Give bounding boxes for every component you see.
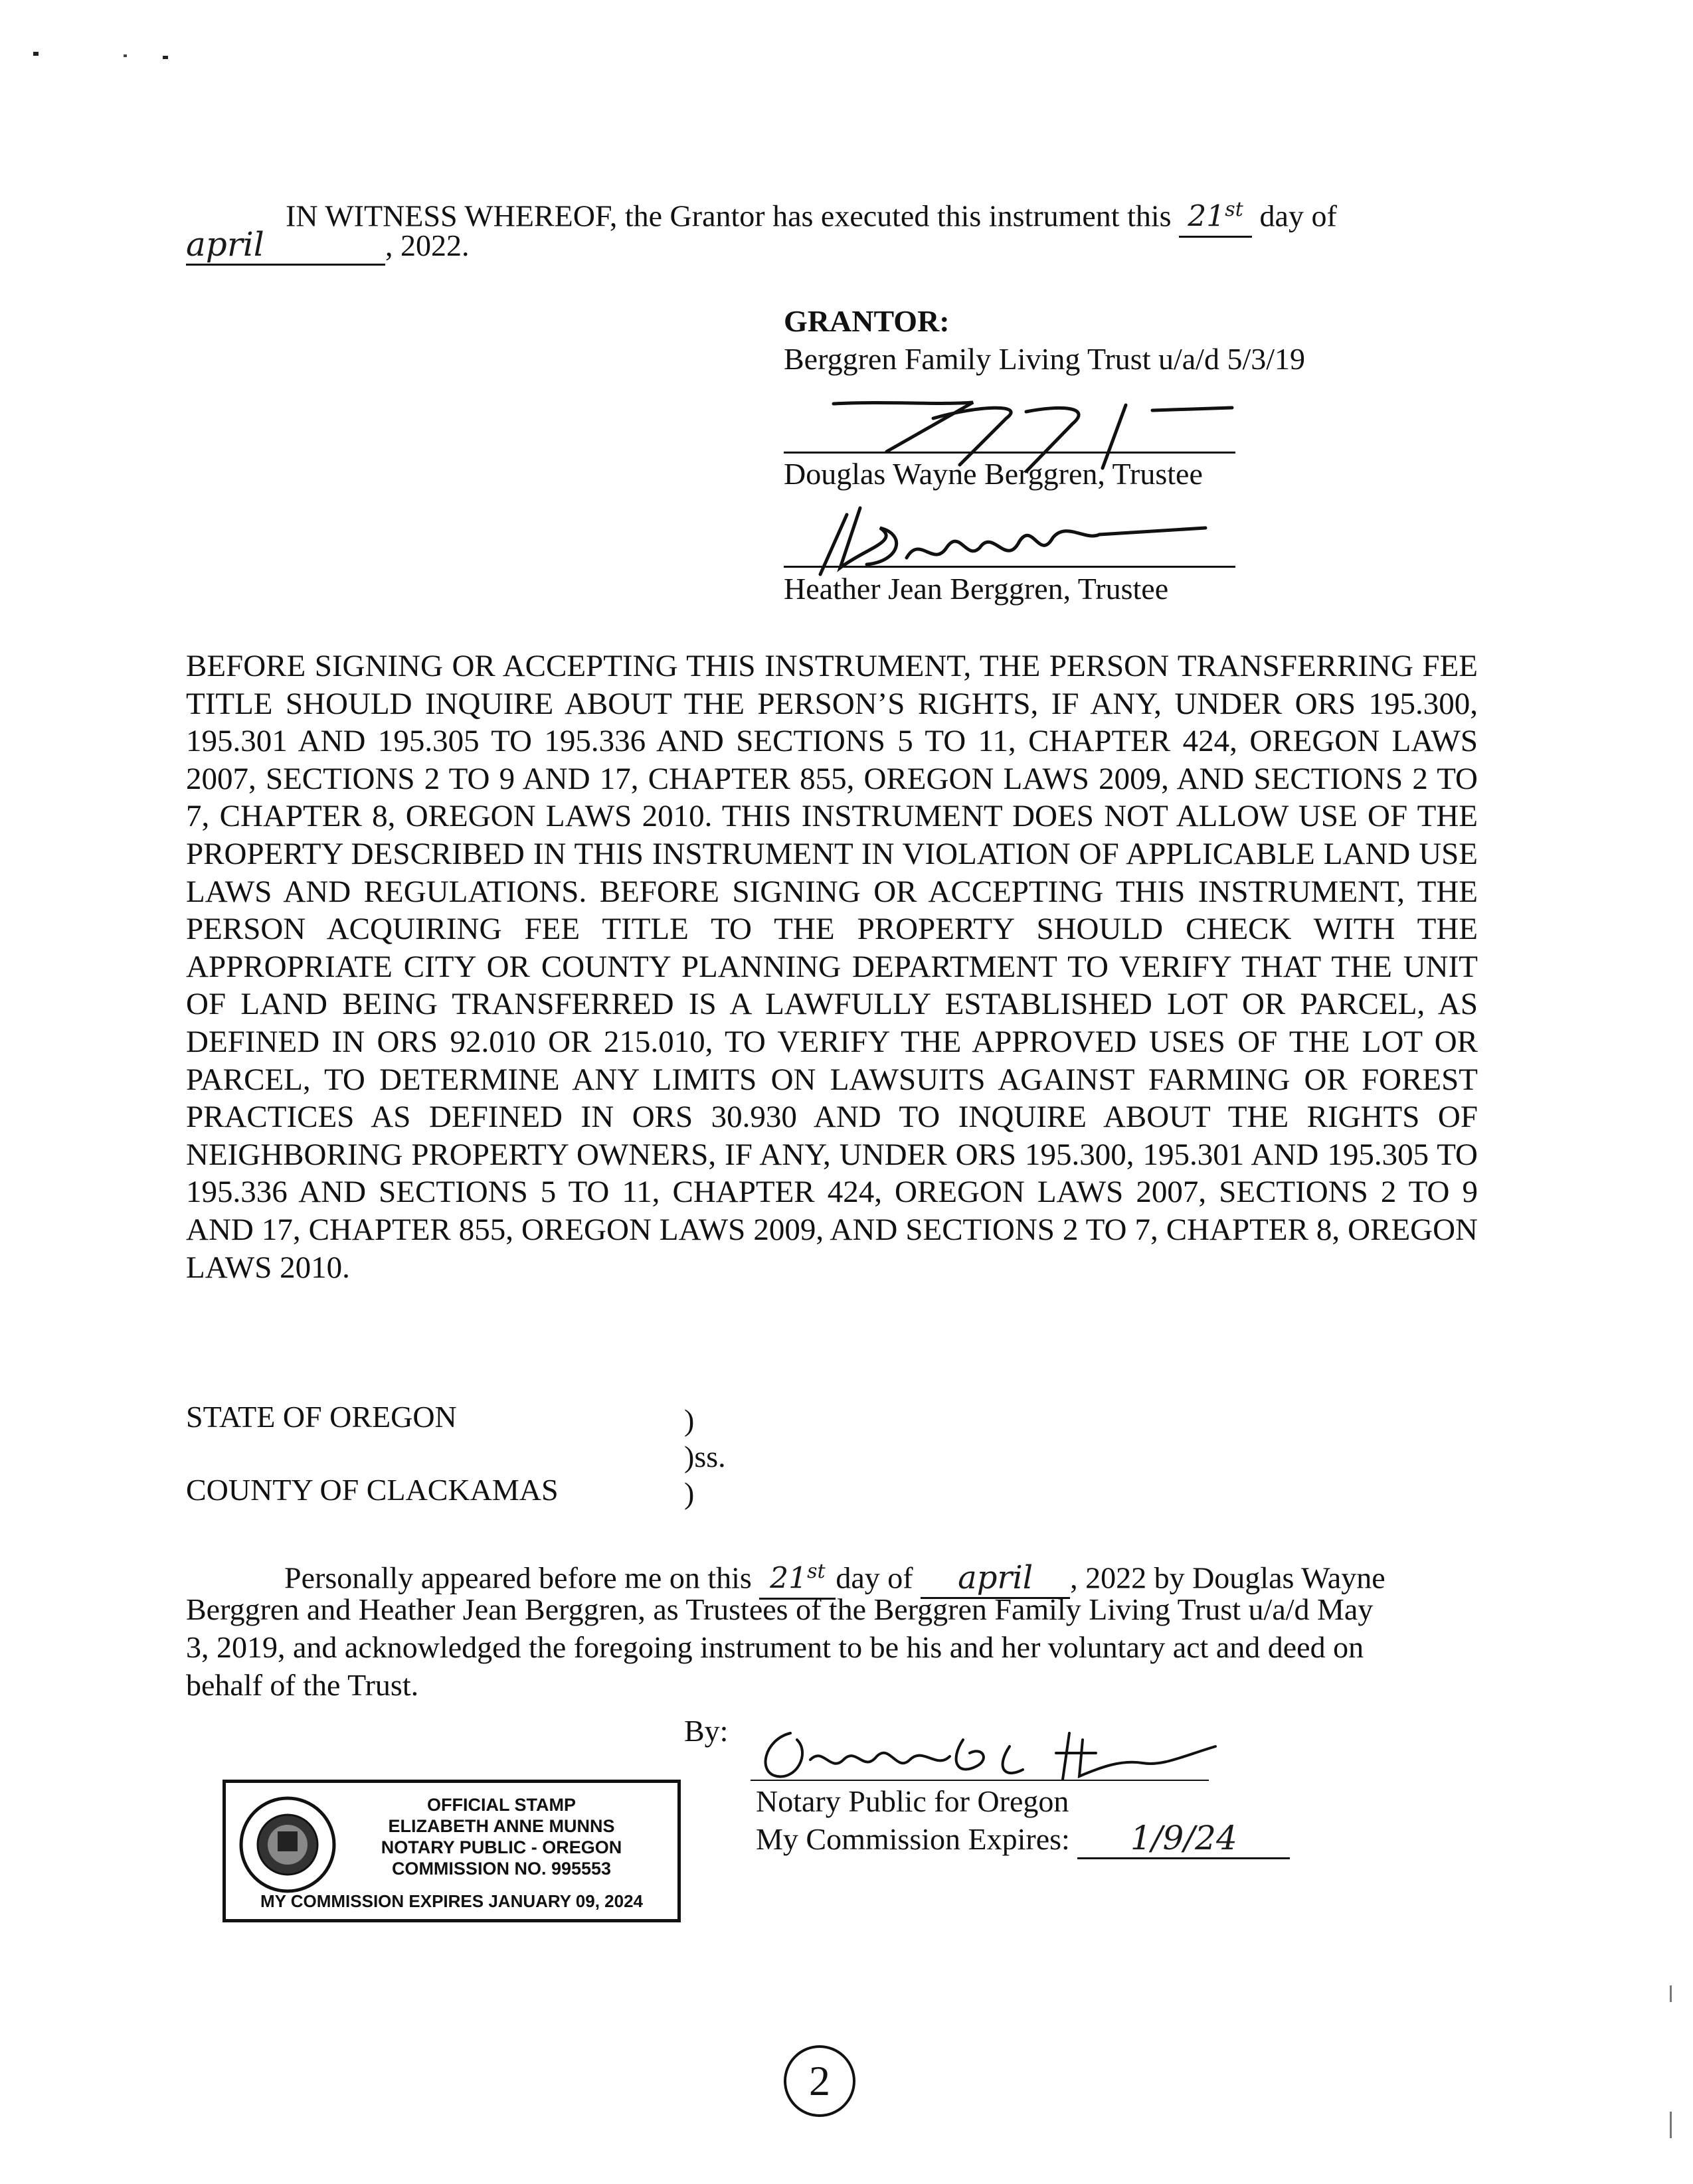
venue-state: STATE OF OREGON [186, 1400, 457, 1434]
notary-commission-date: 1/9/24 [1130, 1819, 1237, 1857]
signer-name-douglas: Douglas Wayne Berggren, Trustee [784, 457, 1203, 491]
scan-speck [163, 56, 168, 59]
signature-line-notary [751, 1780, 1209, 1781]
ack-day-suffix: st [807, 1560, 826, 1583]
notary-by-label: By: [684, 1714, 729, 1748]
ack-after-month: , 2022 by Douglas Wayne [1070, 1560, 1385, 1595]
official-notary-stamp [223, 1780, 681, 1922]
witness-month-blank [186, 226, 385, 266]
witness-day-suffix: st [1225, 198, 1243, 221]
scan-mark [1670, 2112, 1672, 2138]
scan-speck [124, 54, 127, 57]
ack-month: april [958, 1558, 1033, 1596]
venue-ss: )ss. [684, 1440, 726, 1473]
ack-line-4: behalf of the Trust. [186, 1668, 419, 1702]
witness-year: , 2022. [385, 228, 470, 262]
witness-lead: IN WITNESS WHEREOF, the Grantor has executed this instrument this [286, 199, 1172, 233]
ack-lead: Personally appeared before me on this [284, 1560, 752, 1595]
stamp-line-1: OFFICIAL STAMP [427, 1795, 576, 1815]
grantor-heading: GRANTOR: [784, 304, 950, 338]
venue-paren-bottom: ) [684, 1476, 695, 1510]
ack-day: 21 [770, 1561, 808, 1596]
venue-paren-top: ) [684, 1403, 695, 1437]
witness-line-2 [186, 226, 470, 266]
scan-mark [1670, 1985, 1672, 2002]
ack-day-of: day of [836, 1560, 913, 1595]
stamp-line-3: NOTARY PUBLIC - OREGON [381, 1837, 622, 1857]
signer-name-heather: Heather Jean Berggren, Trustee [784, 572, 1169, 606]
notary-commission-row [756, 1819, 1290, 1859]
witness-day-of: day of [1259, 199, 1337, 233]
notary-commission-label: My Commission Expires: [756, 1822, 1070, 1856]
ors-warning-paragraph: BEFORE SIGNING OR ACCEPTING THIS INSTRUMENT, THE PERSON TRANSFERRING FEE TITLE SHOULD INQUIRE ABOUT THE PERSON’S RIGHTS, IF ANY, UNDER ORS 195.300, 195.301 AND 195.305 TO 195.336 AND SECTIONS 5 TO 11, CHAPTER 424, OREGON LAWS 2007, SECTIONS 2 TO 9 AND 17, CHAPTER 855, OREGON LAWS 2009, AND SECTIONS 2 TO 7, CHAPTER 8, OREGON LAWS 2010. THIS INSTRUMENT DOES NOT ALLOW USE OF THE PROPERTY DESCRIBED IN THIS INSTRUMENT IN VIOLATION OF APPLICABLE LAND USE LAWS AND REGULATIONS. BEFORE SIGNING OR ACCEPTING THIS INSTRUMENT, THE PERSON ACQUIRING FEE TITLE TO THE PROPERTY SHOULD CHECK WITH THE APPROPRIATE CITY OR COUNTY PLANNING DEPARTMENT TO VERIFY THAT THE UNIT OF LAND BEING TRANSFERRED IS A LAWFULLY ESTABLISHED LOT OR PARCEL, AS DEFINED IN ORS 92.010 OR 215.010, TO VERIFY THE APPROVED USES OF THE LOT OR PARCEL, TO DETERMINE ANY LIMITS ON LAWSUITS AGAINST FARMING OR FOREST PRACTICES AS DEFINED IN ORS 30.930 AND TO INQUIRE ABOUT THE RIGHTS OF NEIGHBORING PROPERTY OWNERS, IF ANY, UNDER ORS 195.300, 195.301 AND 195.305 TO 195.336 AND SECTIONS 5 TO 11, CHAPTER 424, OREGON LAWS 2007, SECTIONS 2 TO 9 AND 17, CHAPTER 855, OREGON LAWS 2009, AND SECTIONS 2 TO 7, CHAPTER 8, OREGON LAWS 2010. [186, 649, 1478, 1285]
page-number: 2 [784, 2045, 855, 2117]
witness-day: 21 [1188, 199, 1225, 234]
ack-line-2: Berggren and Heather Jean Berggren, as Trustees of the Berggren Family Living Trust u/a/d May [186, 1592, 1374, 1626]
signature-line-heather [784, 566, 1235, 568]
stamp-line-4: COMMISSION NO. 995553 [391, 1859, 612, 1879]
notary-title: Notary Public for Oregon [756, 1784, 1069, 1818]
scan-speck [33, 52, 39, 56]
witness-day-blank [1179, 191, 1252, 238]
stamp-line-2: ELIZABETH ANNE MUNNS [388, 1816, 615, 1836]
signature-line-douglas [784, 452, 1235, 454]
notary-commission-date-blank [1077, 1819, 1290, 1859]
grantor-trust-name: Berggren Family Living Trust u/a/d 5/3/19 [784, 342, 1306, 376]
witness-month: april [186, 225, 264, 264]
ack-line-3: 3, 2019, and acknowledged the foregoing instrument to be his and her voluntary act and deed on [186, 1630, 1364, 1664]
stamp-line-5: MY COMMISSION EXPIRES JANUARY 09, 2024 [260, 1891, 644, 1911]
venue-county: COUNTY OF CLACKAMAS [186, 1473, 559, 1507]
